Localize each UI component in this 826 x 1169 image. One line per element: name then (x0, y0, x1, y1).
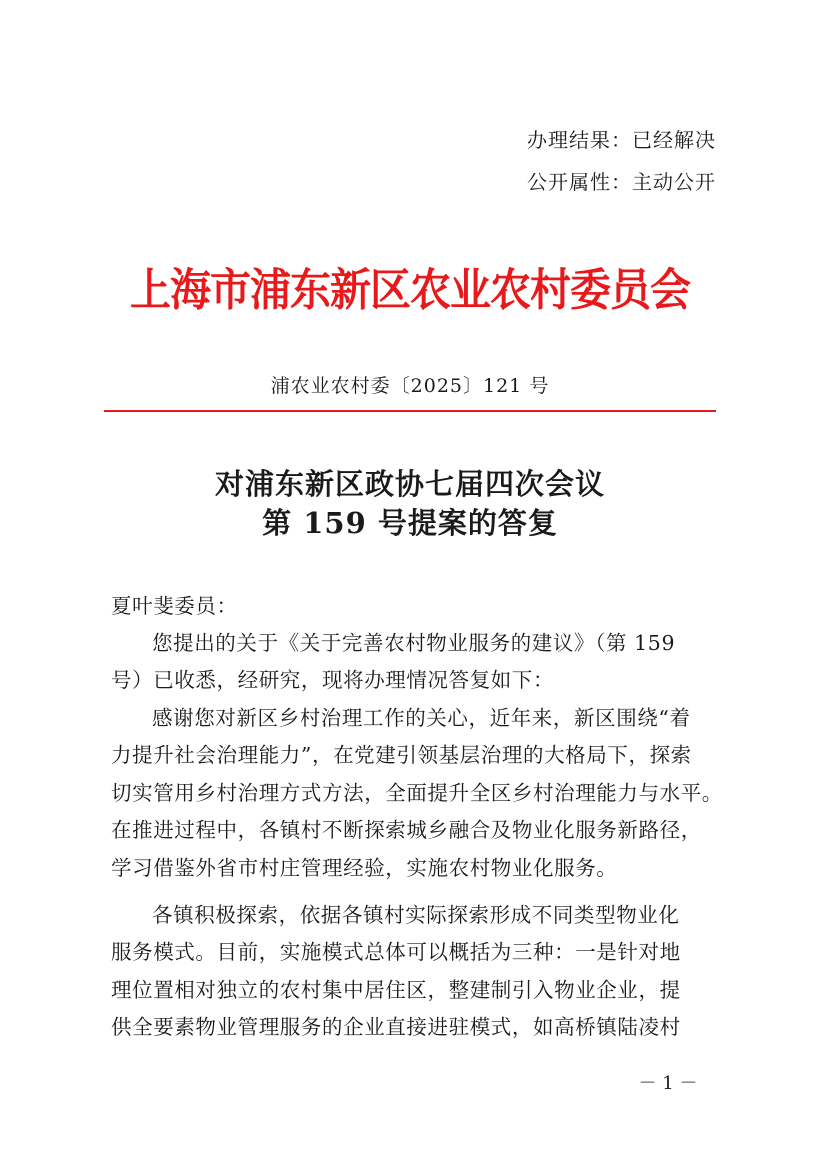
document-number: 浦农业农村委〔2025〕121 号 (270, 375, 550, 397)
paragraph-1-line: 号）已收悉，经研究，现将办理情况答复如下： (111, 668, 555, 692)
paragraph-3-line: 服务模式。目前，实施模式总体可以概括为三种：一是针对地 (111, 940, 681, 964)
paragraph-3-line: 各镇积极探索，依据各镇村实际探索形成不同类型物业化 (152, 903, 680, 927)
paragraph-2-line: 感谢您对新区乡村治理工作的关心，近年来，新区围绕“着 (152, 706, 691, 730)
paragraph-3-line: 理位置相对独立的农村集中居住区，整建制引入物业企业，提 (111, 978, 681, 1002)
document-title-line-1: 对浦东新区政协七届四次会议 (214, 467, 605, 501)
paragraph-2-line: 在推进过程中，各镇村不断探索城乡融合及物业化服务新路径， (111, 818, 702, 842)
document-title-line-2: 第 159 号提案的答复 (262, 506, 558, 540)
paragraph-2-line: 力提升社会治理能力”，在党建引领基层治理的大格局下，探索 (111, 743, 692, 767)
paragraph-1-line: 您提出的关于《关于完善农村物业服务的建议》（第 159 (152, 631, 676, 655)
salutation: 夏叶斐委员： (111, 594, 238, 618)
paragraph-3-line: 供全要素物业管理服务的企业直接进驻模式，如高桥镇陆凌村 (111, 1015, 681, 1039)
paragraph-2-line: 切实管用乡村治理方式方法，全面提升全区乡村治理能力与水平。 (111, 781, 723, 805)
red-divider-line (104, 410, 716, 412)
handling-result: 办理结果：已经解决 (527, 128, 716, 152)
paragraph-2-line: 学习借鉴外省市村庄管理经验，实施农村物业化服务。 (111, 856, 618, 880)
page-number: － 1 － (638, 1073, 698, 1094)
issuing-authority-masthead: 上海市浦东新区农业农村委员会 (130, 264, 690, 316)
disclosure-attribute: 公开属性：主动公开 (527, 170, 716, 194)
